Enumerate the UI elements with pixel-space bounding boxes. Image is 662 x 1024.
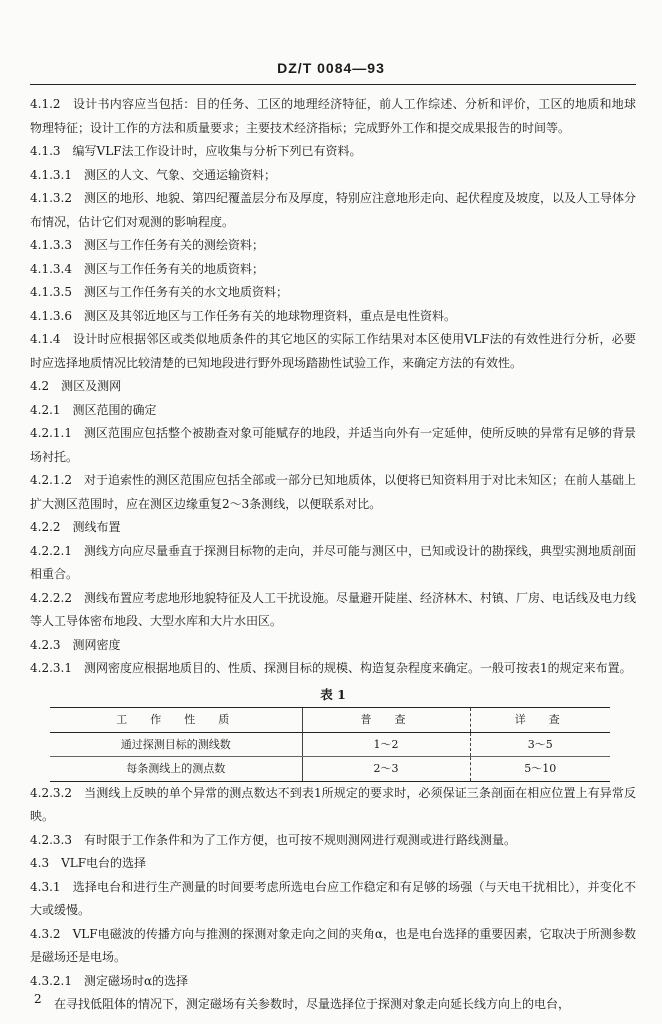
clause-4-2-1-1: 4.2.1.1 测区范围应包括整个被勘查对象可能赋存的地段，并适当向外有一定延伸，使所反映的异常有足够的背景场衬托。 — [30, 426, 636, 464]
clause-4-1-3-5: 4.1.3.5 测区与工作任务有关的水文地质资料； — [30, 285, 288, 299]
clause-4-2-2-1: 4.2.2.1 测线方向应尽量垂直于探测目标物的走向，并尽可能与测区中，已知或设计的勘探线，典型实测地质剖面相重合。 — [30, 543, 636, 581]
table-cell: 每条测线上的测点数 — [50, 757, 302, 782]
document-body — [30, 93, 636, 1017]
clause-4-3-1: 4.3.1 选择电台和进行生产测量的时间要考虑所选电台应工作稳定和有足够的场强（与天电干扰相比），并变化不大或缓慢。 — [30, 879, 636, 917]
clause-4-2-1-2: 4.2.1.2 对于追索性的测区范围应包括全部或一部分已知地质体，以便将已知资料用于对比未知区；在前人基础上扩大测区范围时，应在测区边缘重复2～3条测线，以便联系对比。 — [30, 473, 636, 511]
table-cell: 2～3 — [302, 757, 470, 782]
clause-4-1-3-3: 4.1.3.3 测区与工作任务有关的测绘资料； — [30, 238, 264, 252]
table-header-row — [50, 708, 610, 733]
clause-4-1-2: 4.1.2 设计书内容应当包括：目的任务、工区的地理经济特征，前人工作综述、分析和评价，工区的地质和地球物理特征；设计工作的方法和质量要求；主要技术经济指标；完成野外工作和提交成果报告的时间等。 — [30, 97, 636, 135]
table-caption: 表 1 — [320, 686, 346, 702]
standard-code: DZ/T 0084—93 — [277, 60, 385, 76]
subsection-heading-4-2-1: 4.2.1 测区范围的确定 — [30, 402, 157, 417]
clause-4-3-2: 4.3.2 VLF电磁波的传播方向与推测的探测对象走向之间的夹角α，也是电台选择的重要因素，它取决于所测参数是磁场还是电场。 — [30, 926, 636, 964]
clause-4-2-3-3: 4.2.3.3 有时限于工作条件和为了工作方便，也可按不规则测网进行观测或进行路线测量。 — [30, 832, 516, 847]
header-work-nature: 工 作 性 质 — [50, 708, 302, 733]
table-cell: 3～5 — [470, 732, 610, 757]
subsection-heading-4-2-2: 4.2.2 测线布置 — [30, 520, 121, 534]
subsection-heading-4-2-3: 4.2.3 测网密度 — [30, 637, 121, 652]
section-heading-4-3: 4.3 VLF电台的选择 — [30, 856, 147, 870]
table-cell: 通过探测目标的测线数 — [50, 732, 302, 757]
page-number: 2 — [34, 992, 42, 1006]
clause-4-3-2-1: 4.3.2.1 测定磁场时α的选择 — [30, 973, 189, 988]
survey-density-table — [50, 707, 610, 782]
clause-4-1-3: 4.1.3 编写VLF法工作设计时，应收集与分析下列已有资料。 — [30, 144, 362, 158]
clause-4-1-4: 4.1.4 设计时应根据邻区或类似地质条件的其它地区的实际工作结果对本区使用VLF法的有效性进行分析，必要时应选择地质情况比较清楚的已知地段进行野外现场踏勘性试验工作，来确定方法的有效性。 — [30, 332, 636, 370]
clause-4-2-3-2: 4.2.3.2 当测线上反映的单个异常的测点数达不到表1所规定的要求时，必须保证三条剖面在相应位置上有异常反映。 — [30, 785, 636, 823]
header-general-survey: 普 查 — [302, 708, 470, 733]
clause-4-2-2-2: 4.2.2.2 测线布置应考虑地形地貌特征及人工干扰设施。尽量避开陡崖、经济林木、村镇、厂房、电话线及电力线等人工导体密布地段、大型水库和大片水田区。 — [30, 590, 636, 628]
clause-4-1-3-6: 4.1.3.6 测区及其邻近地区与工作任务有关的地球物理资料，重点是电性资料。 — [30, 308, 456, 323]
clause-4-1-3-1: 4.1.3.1 测区的人文、气象、交通运输资料； — [30, 167, 276, 182]
section-heading-4-2: 4.2 测区及测网 — [30, 379, 122, 393]
table-row — [50, 757, 610, 782]
table-cell: 5～10 — [470, 757, 610, 782]
clause-4-1-3-2: 4.1.3.2 测区的地形、地貌、第四纪覆盖层分布及厚度，特别应注意地形走向、起伏程度及坡度，以及人工导体分布情况，估计它们对观测的影响程度。 — [30, 191, 636, 229]
body-paragraph: 在寻找低阻体的情况下，测定磁场有关参数时，尽量选择位于探测对象走向延长线方向上的电台， — [54, 997, 571, 1011]
table-cell: 1～2 — [302, 732, 470, 757]
header-detailed-survey: 详 查 — [470, 708, 610, 733]
header-rule — [30, 84, 636, 85]
clause-4-1-3-4: 4.1.3.4 测区与工作任务有关的地质资料； — [30, 261, 264, 276]
table-row — [50, 732, 610, 757]
clause-4-2-3-1: 4.2.3.1 测网密度应根据地质目的、性质、探测目标的规模、构造复杂程度来确定。一般可按表1的规定来布置。 — [30, 661, 632, 675]
